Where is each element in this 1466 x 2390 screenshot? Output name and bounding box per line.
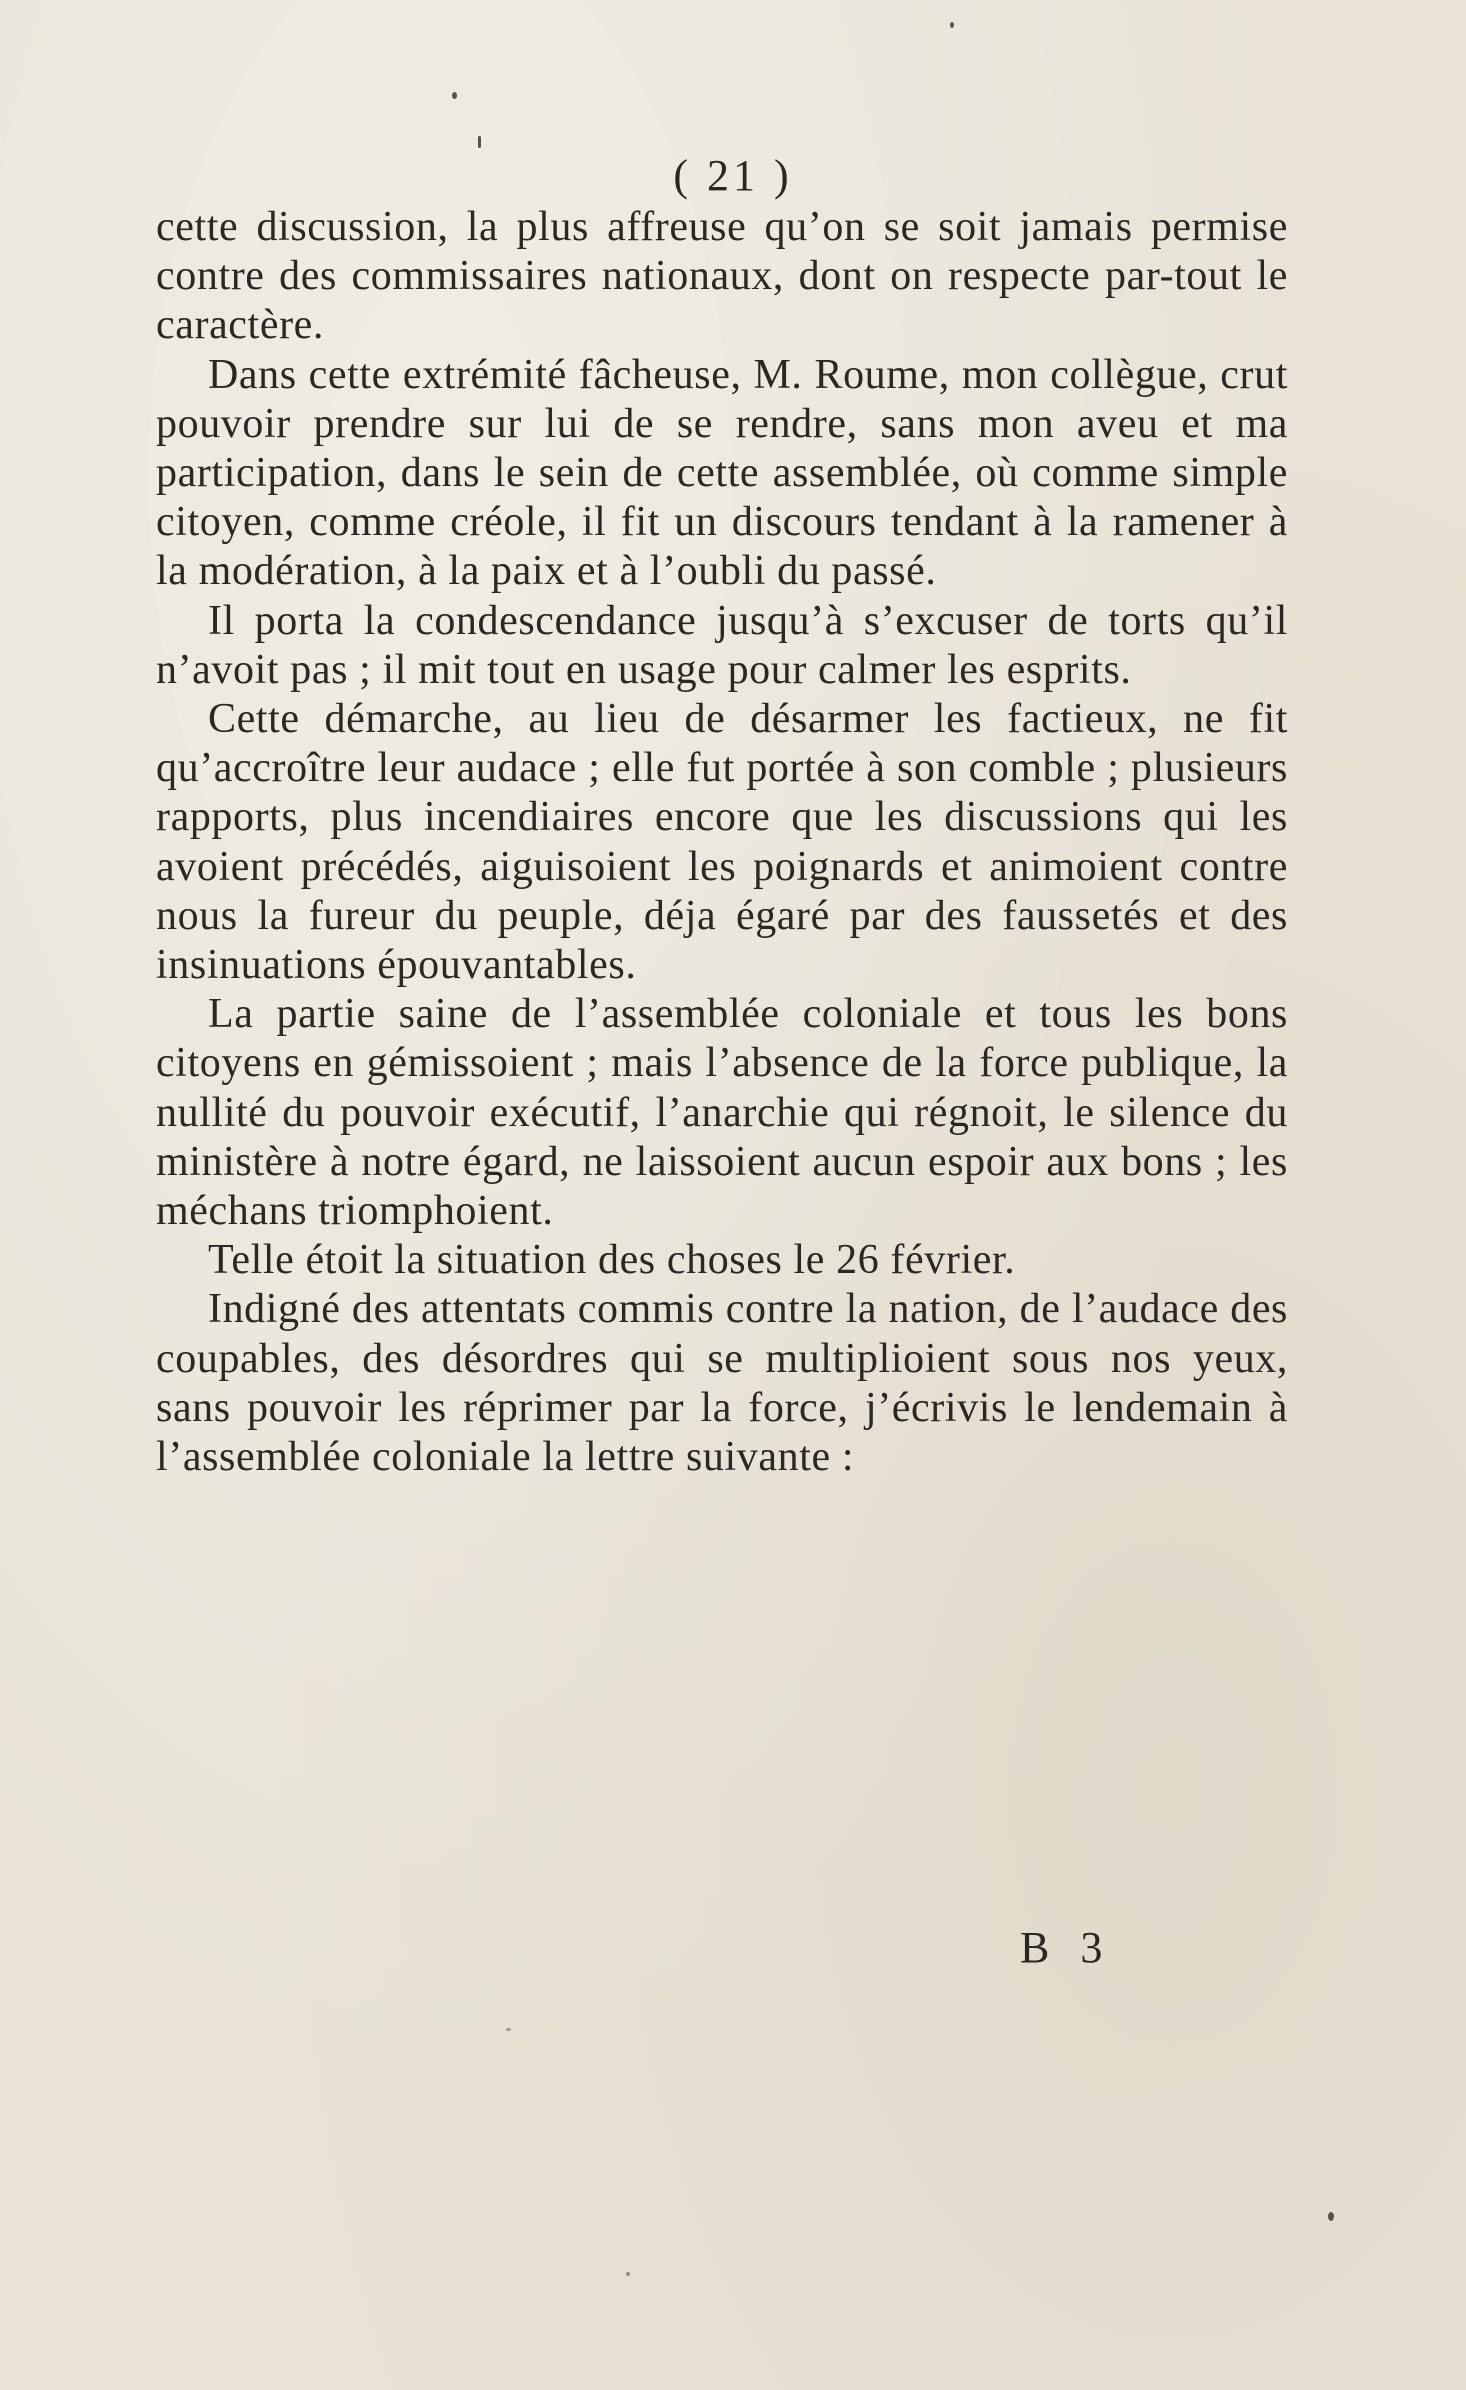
paragraph: cette discussion, la plus affreuse qu’on se soit jamais permise contre des commissaires nationaux, dont on respecte par-tout le caractère. (156, 204, 1288, 349)
ink-speck (506, 2028, 511, 2031)
ink-speck (452, 92, 457, 99)
ink-speck (478, 136, 481, 148)
paragraph: Telle étoit la situation des choses le 26 février. (208, 1237, 1016, 1284)
paragraph: Dans cette extrémité fâcheuse, M. Roume, mon collègue, crut pouvoir prendre sur lui de se rendre, sans mon aveu et ma participation, dans le sein de cette assemblée, où comme simple citoyen, comme créole, il fit un discours tendant à la ramener à la modération, à la paix et à l’oubli du passé. (156, 351, 1288, 595)
signature-mark: B 3 (1020, 1923, 1113, 1972)
paragraph: Il porta la condescendance jusqu’à s’excuser de torts qu’il n’avoit pas ; il mit tout en usage pour calmer les esprits. (156, 597, 1288, 693)
body-text (156, 203, 1288, 1482)
ink-speck (1328, 2212, 1334, 2221)
paragraph: La partie saine de l’assemblée coloniale et tous les bons citoyens en gémissoient ; mais l’absence de la force publique, la nullité du pouvoir exécutif, l’anarchie qui régnoit, le silence du ministère à notre égard, ne laissoient aucun espoir aux bons ; les méchans triomphoient. (156, 991, 1288, 1235)
ink-speck (950, 22, 954, 28)
page-number: ( 21 ) (673, 151, 793, 200)
paragraph: Indigné des attentats commis contre la nation, de l’audace des coupables, des désordres qui se multiplioient sous nos yeux, sans pouvoir les réprimer par la force, j’écrivis le lendemain à l’assemblée coloniale la lettre suivante : (156, 1286, 1288, 1481)
ink-speck (626, 2272, 630, 2276)
paragraph: Cette démarche, au lieu de désarmer les factieux, ne fit qu’accroître leur audace ; elle fut portée à son comble ; plusieurs rapports, plus incendiaires encore que les discussions qui les avoient précédés, aiguisoient les poignards et animoient contre nous la fureur du peuple, déja égaré par des faussetés et des insinuations épouvantables. (156, 696, 1288, 989)
